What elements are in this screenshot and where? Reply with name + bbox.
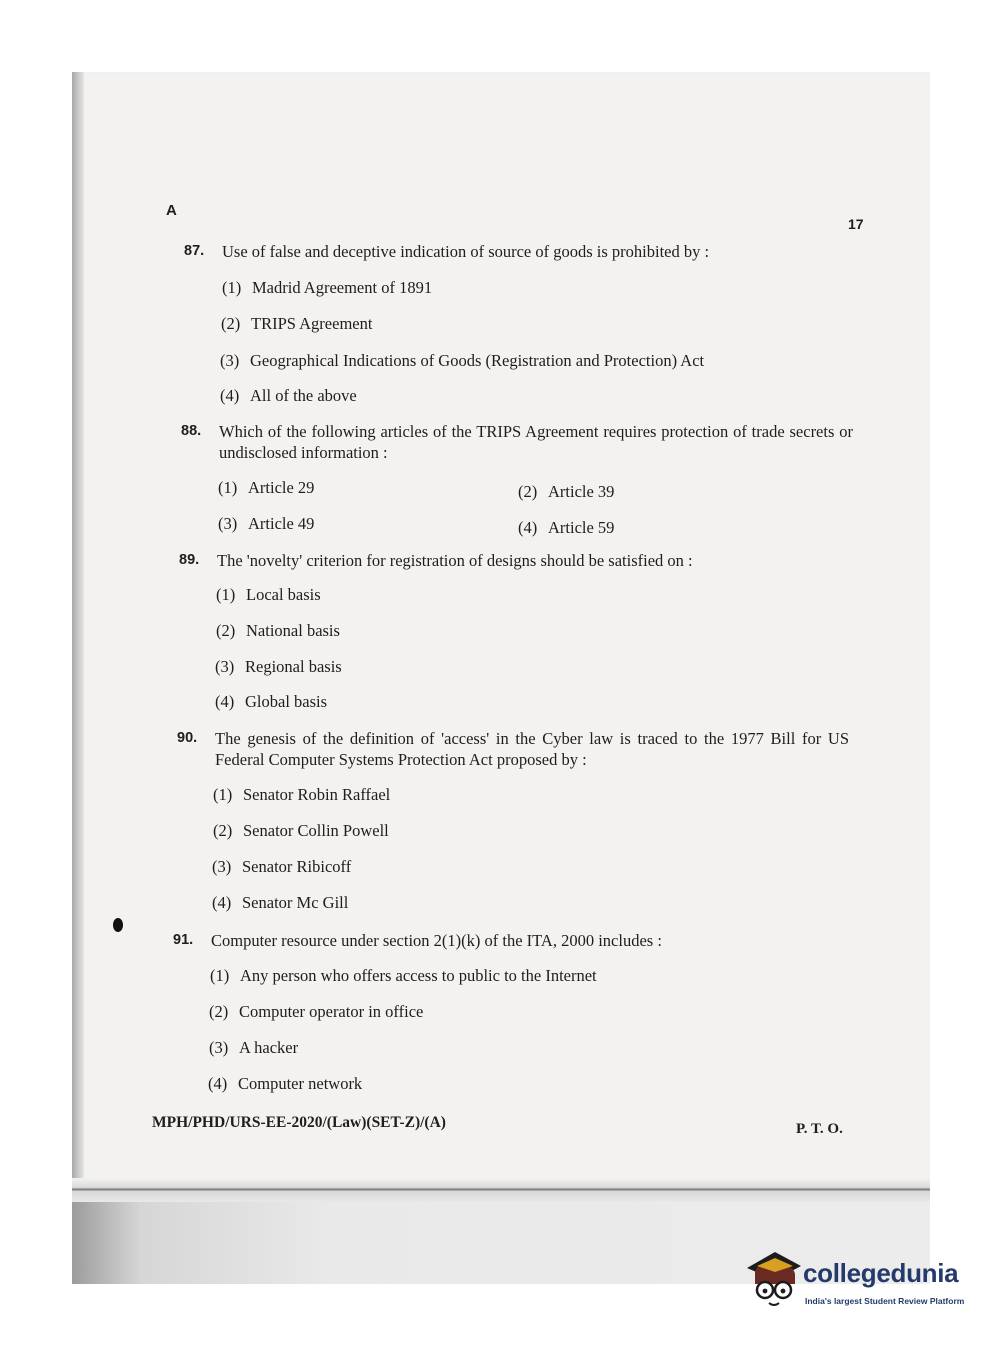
option: (3) A hacker [209, 1038, 299, 1057]
ink-spot [113, 918, 123, 932]
question-stem: The genesis of the definition of 'access' in the Cyber law is traced to the 1977 Bill for US Federal Computer Systems Protection Act proposed by : [215, 729, 849, 769]
option: (1) Any person who offers access to public to the Internet [210, 966, 597, 985]
option: (4) All of the above [220, 386, 357, 405]
question-number: 91. [173, 932, 194, 948]
brand-name: collegedunia [803, 1258, 959, 1288]
option: (3) Senator Ribicoff [212, 857, 352, 876]
option: (1) Article 29 [218, 478, 315, 497]
option: (2) Article 39 [518, 482, 615, 501]
option: (1) Madrid Agreement of 1891 [222, 278, 433, 297]
question-number: 87. [184, 243, 205, 259]
page-bottom-edge [72, 1178, 930, 1202]
option: (1) Senator Robin Raffael [213, 785, 391, 804]
question-stem: Which of the following articles of the TRIPS Agreement requires protection of trade secrets or undisclosed information : [219, 422, 853, 462]
question-stem: Use of false and deceptive indication of source of goods is prohibited by : [222, 242, 710, 261]
question-stem: Computer resource under section 2(1)(k) of the ITA, 2000 includes : [211, 931, 662, 950]
option: (4) Computer network [208, 1074, 363, 1093]
option: (4) Article 59 [518, 518, 615, 537]
option: (3) Article 49 [218, 514, 315, 533]
option: (4) Global basis [215, 692, 328, 711]
watermark-logo [745, 1250, 970, 1312]
option: (4) Senator Mc Gill [212, 893, 349, 912]
pto-label: P. T. O. [796, 1121, 843, 1137]
set-letter: A [166, 202, 177, 219]
brand-tagline: India's largest Student Review Platform [805, 1296, 965, 1306]
page-number: 17 [848, 216, 864, 232]
option: (2) National basis [216, 621, 340, 640]
option: (1) Local basis [216, 585, 321, 604]
paper-code: MPH/PHD/URS-EE-2020/(Law)(SET-Z)/(A) [152, 1114, 446, 1131]
option: (2) Computer operator in office [209, 1002, 424, 1021]
option: (3) Geographical Indications of Goods (Registration and Protection) Act [220, 351, 705, 370]
question-number: 89. [179, 552, 200, 568]
page-shadow [72, 72, 84, 1284]
question-stem: The 'novelty' criterion for registration of designs should be satisfied on : [217, 551, 693, 570]
question-number: 90. [177, 730, 198, 746]
option: (2) TRIPS Agreement [221, 314, 373, 333]
option: (3) Regional basis [215, 657, 342, 676]
question-number: 88. [181, 423, 202, 439]
graduate-mascot-icon [745, 1250, 803, 1312]
option: (2) Senator Collin Powell [213, 821, 389, 840]
